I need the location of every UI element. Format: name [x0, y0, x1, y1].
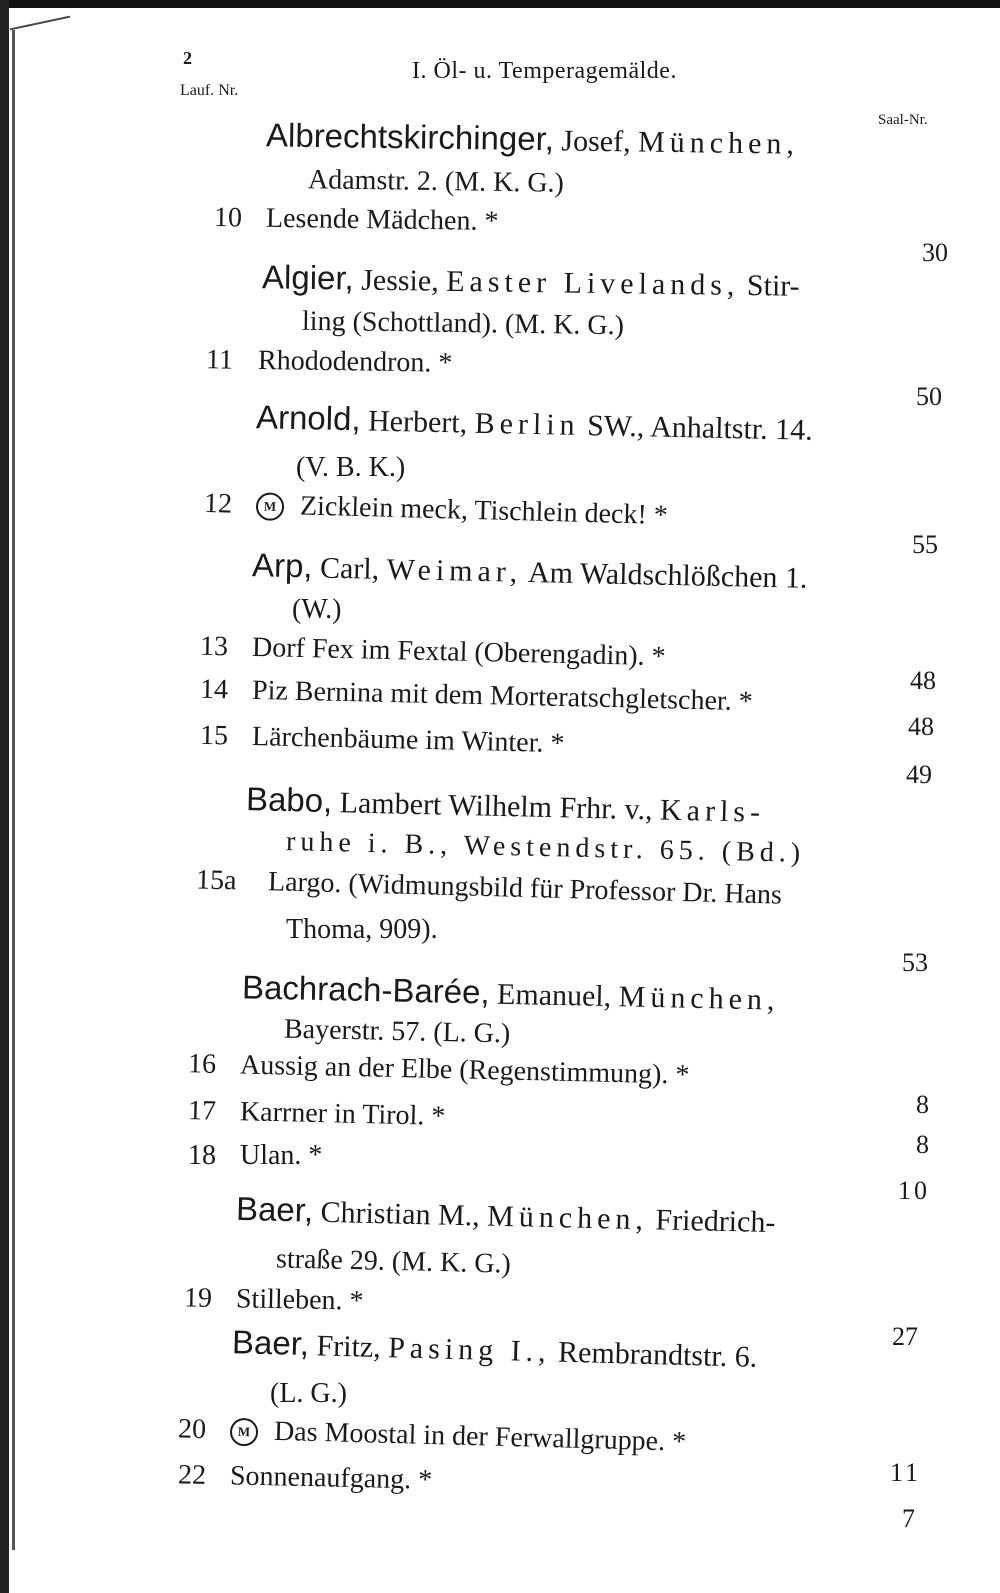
entry-title-continued: Thoma, 909).: [286, 914, 438, 945]
entry-number: 14: [199, 673, 229, 706]
entry-title: Aussig an der Elbe (Regenstimmung). *: [239, 1049, 690, 1091]
entry-number: 13: [199, 630, 229, 663]
entry-room-number: 27: [892, 1322, 918, 1351]
entry-title: Stilleben. *: [235, 1283, 364, 1317]
artist-given-name: Emanuel,: [496, 977, 612, 1014]
entry-room-number: 30: [922, 238, 948, 267]
entry-title: Dorf Fex im Fextal (Oberengadin). *: [251, 631, 666, 673]
entry-title: Rhododendron. *: [257, 345, 453, 379]
entry-room-number: 8: [916, 1090, 929, 1119]
artist-surname: Babo,: [245, 780, 333, 820]
artist-address: Bayerstr. 57. (L. G.): [283, 1013, 511, 1050]
page-number: 2: [183, 48, 192, 68]
catalog-entry: [200, 720, 565, 760]
artist-city: München,: [486, 1199, 649, 1237]
artist-heading: [252, 546, 808, 596]
artist-given-name: Jessie,: [360, 263, 439, 298]
artist-heading: [262, 258, 800, 304]
entry-number: 16: [187, 1048, 217, 1080]
catalog-entry: [214, 202, 499, 238]
entry-number: 11: [205, 344, 234, 376]
entry-room-number: 48: [908, 712, 934, 741]
artist-address-start: Stir-: [746, 269, 800, 303]
entry-room-number: 8: [916, 1130, 929, 1159]
entry-title: Das Moostal in der Ferwallgruppe. *: [273, 1415, 687, 1458]
column-header-saal-nr: Saal-Nr.: [878, 112, 928, 128]
entry-title: Lesende Mädchen. *: [265, 202, 499, 237]
catalog-entry: [188, 1048, 690, 1091]
artist-surname: Algier,: [261, 258, 355, 297]
catalog-entry: [200, 631, 666, 674]
entry-room-number: 10: [898, 1176, 930, 1205]
catalog-entry: [178, 1459, 433, 1496]
entry-number: 17: [187, 1095, 217, 1127]
artist-address: straße 29. (M. K. G.): [275, 1243, 512, 1280]
entry-title: Zicklein meck, Tischlein deck! *: [299, 490, 669, 532]
entry-room-number: 50: [916, 382, 942, 411]
artist-address-start: Am Waldschlößchen 1.: [527, 555, 808, 595]
artist-given-name: Christian M.,: [320, 1195, 481, 1233]
artist-city: Easter Livelands,: [445, 264, 740, 302]
column-header-lauf-nr: Lauf. Nr.: [180, 82, 239, 99]
artist-surname: Baer,: [235, 1189, 314, 1229]
entry-title: Sonnenaufgang. *: [229, 1460, 433, 1496]
artist-city: München,: [618, 980, 780, 1017]
catalog-entry: [196, 864, 783, 911]
entry-title: Piz Bernina mit dem Morteratschgletscher. *: [251, 674, 754, 718]
artist-address-start: Friedrich-: [655, 1203, 776, 1240]
artist-heading: [232, 1323, 758, 1375]
entry-title: Largo. (Widmungsbild für Professor Dr. Hans: [267, 866, 783, 911]
artist-city: Berlin: [474, 406, 580, 442]
artist-given-name: Josef,: [561, 124, 631, 159]
artist-address: [286, 826, 806, 870]
artist-city: Weimar,: [386, 553, 523, 589]
entry-number: 19: [183, 1282, 213, 1314]
entry-number: 15a: [195, 864, 237, 897]
entry-number: 15: [199, 719, 229, 752]
artist-city: Pasing I.,: [387, 1331, 552, 1369]
artist-surname: Albrechtskirchinger,: [265, 116, 555, 158]
artist-heading: [236, 1190, 776, 1240]
catalog-entry: [200, 674, 753, 719]
artist-address: Adamstr. 2. (M. K. G.): [307, 164, 565, 199]
artist-given-name: Fritz,: [316, 1329, 382, 1365]
artist-address-text: ruhe i. B., Westendstr. 65. (Bd.): [285, 826, 806, 869]
catalog-entry: [188, 1140, 322, 1172]
artist-address: (L. G.): [270, 1378, 347, 1409]
artist-address: ling (Schottland). (M. K. G.): [301, 305, 625, 342]
artist-surname: Bachrach-Barée,: [241, 968, 491, 1011]
monogram-icon: [230, 1418, 259, 1447]
catalog-entry: [204, 488, 669, 532]
entry-room-number: 55: [912, 530, 938, 559]
entry-number: 18: [188, 1140, 216, 1171]
entry-title: Lärchenbäume im Winter. *: [251, 721, 565, 760]
running-title: I. Öl- u. Temperagemälde.: [412, 58, 677, 84]
entry-room-number: 49: [906, 760, 932, 789]
catalog-entry: [178, 1413, 687, 1458]
artist-surname: Arnold,: [255, 398, 361, 438]
entry-number: 20: [177, 1413, 207, 1446]
artist-heading: [242, 968, 780, 1017]
artist-heading: [256, 398, 813, 448]
entry-room-number: 48: [910, 666, 936, 695]
artist-heading: [246, 780, 766, 830]
entry-room-number: 11: [890, 1458, 922, 1487]
artist-address-start: SW., Anhaltstr. 14.: [586, 409, 814, 447]
entry-number: 22: [177, 1459, 207, 1491]
artist-address-start: Rembrandtstr. 6.: [557, 1335, 758, 1374]
entry-title: Ulan. *: [240, 1140, 323, 1171]
monogram-icon: [256, 492, 285, 521]
artist-address: (V. B. K.): [296, 452, 406, 483]
artist-address: (W.): [292, 594, 342, 625]
artist-surname: Arp,: [251, 546, 313, 585]
artist-given-name: Carl,: [319, 551, 380, 586]
catalog-entry: [184, 1282, 364, 1317]
artist-surname: Baer,: [231, 1323, 310, 1363]
catalog-entry: [206, 344, 453, 379]
entry-title: Karrner in Tirol. *: [239, 1096, 446, 1132]
entry-number: 10: [213, 202, 243, 234]
entry-room-number: 7: [902, 1504, 915, 1533]
entry-number: 12: [203, 487, 233, 520]
catalog-entry: [188, 1095, 446, 1133]
entry-room-number: 53: [902, 948, 928, 977]
artist-heading: [266, 116, 799, 161]
artist-given-name: Herbert,: [367, 404, 468, 440]
artist-city: München,: [637, 125, 800, 161]
artist-city: Karls-: [659, 793, 766, 829]
artist-given-name: Lambert Wilhelm Frhr. v.,: [339, 786, 653, 827]
